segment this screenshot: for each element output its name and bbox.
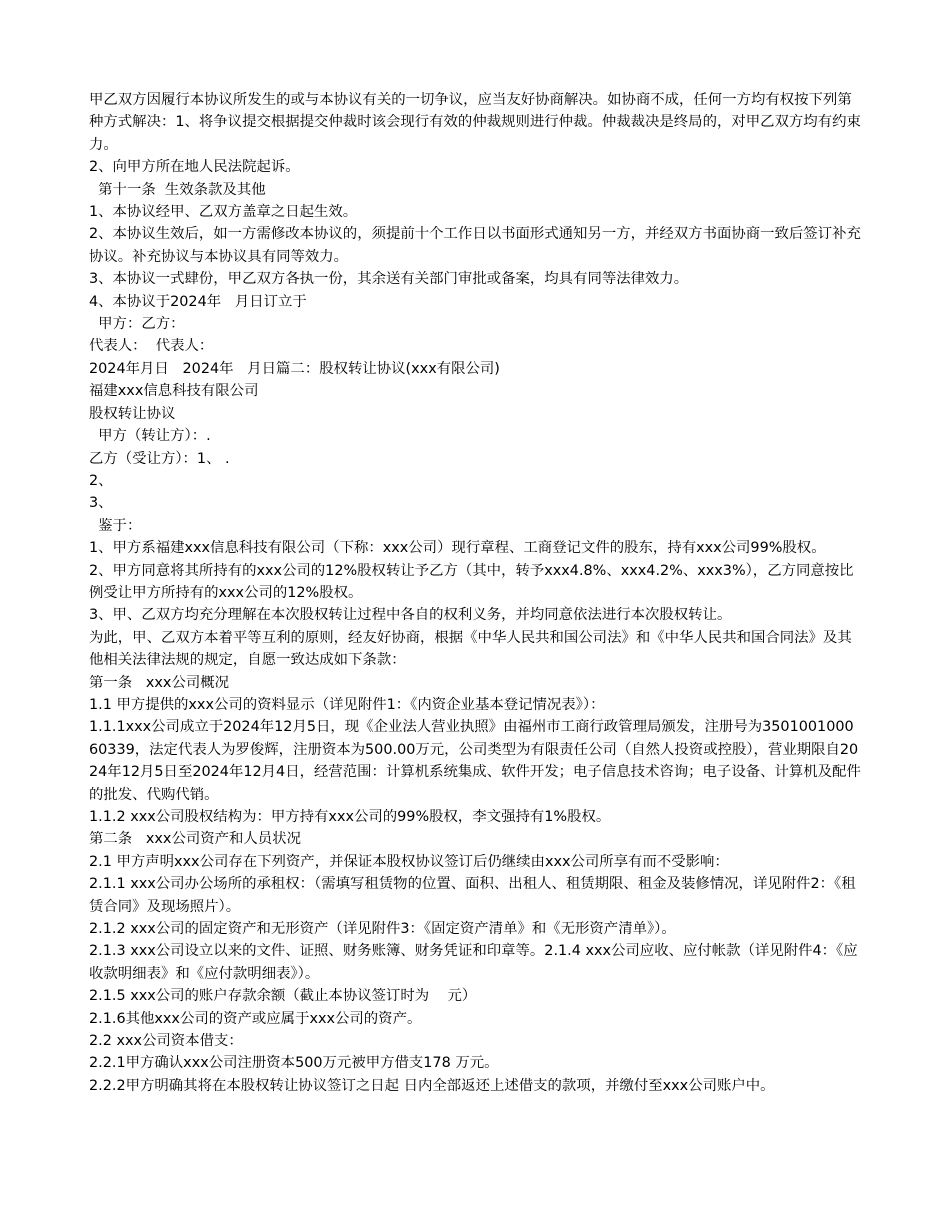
- paragraph-effective-clause-1: 1、本协议经甲、乙双方盖章之日起生效。: [89, 204, 358, 221]
- agreement-title: 股权转让协议: [89, 405, 176, 422]
- party-b-item-3: 3、: [89, 495, 113, 512]
- clause-2-1: 2.1 甲方声明xxx公司存在下列资产，并保证本股权协议签订后仍继续由xxx公司所享有而不受影响：: [89, 853, 729, 870]
- clause-1-1-2: 1.1.2 xxx公司股权结构为：甲方持有xxx公司的99%股权，李文强持有1%股权。: [89, 809, 611, 825]
- clause-2-2-2: 2.2.2甲方明确其将在本股权转让协议签订之日起 日内全部返还上述借支的款项，并缴付至xxx公司账户中。: [89, 1077, 775, 1094]
- clause-2-1-5: 2.1.5 xxx公司的账户存款余额（截止本协议签订时为 元）: [89, 988, 477, 1005]
- company-name: 福建xxx信息科技有限公司: [89, 383, 259, 400]
- party-b-item-2: 2、: [89, 472, 113, 489]
- clause-2-2: 2.2 xxx公司资本借支：: [89, 1033, 243, 1050]
- party-a-transferor: 甲方（转让方）：.: [89, 428, 211, 445]
- party-b-transferee: 乙方（受让方）：1、 .: [89, 450, 230, 467]
- article-2-heading: 第二条 xxx公司资产和人员状况: [89, 831, 301, 848]
- article-11-heading: 第十一条 生效条款及其他: [89, 181, 266, 198]
- recitals-heading: 鉴于：: [89, 517, 142, 534]
- paragraph-effective-clause-2: 2、本协议生效后，如一方需修改本协议的，须提前十个工作日以书面形式通知另一方，并经双方书面协商一致后签订补充协议。补充协议与本协议具有同等效力。: [89, 226, 861, 265]
- clause-2-1-3: 2.1.3 xxx公司设立以来的文件、证照、财务账簿、财务凭证和印章等。2.1.4 xxx公司应收、应付帐款（详见附件4：《应收款明细表》和《应付款明细表》）。: [89, 943, 858, 982]
- signature-dates-and-part-2-title: 2024年月日 2024年 月日篇二：股权转让协议(xxx有限公司): [89, 360, 500, 377]
- recital-1: 1、甲方系福建xxx信息科技有限公司（下称：xxx公司）现行章程、工商登记文件的股东，持有xxx公司99%股权。: [89, 540, 826, 557]
- article-1-heading: 第一条 xxx公司概况: [89, 674, 230, 691]
- clause-2-1-1: 2.1.1 xxx公司办公场所的承租权：（需填写租赁物的位置、面积、出租人、租赁期限、租金及装修情况，详见附件2：《租赁合同》及现场照片）。: [89, 876, 856, 915]
- paragraph-court-option: 2、向甲方所在地人民法院起诉。: [89, 159, 300, 176]
- document-body: [89, 89, 861, 1097]
- preamble: 为此，甲、乙双方本着平等互利的原则，经友好协商，根据《中华人民共和国公司法》和《中华人民共和国合同法》及其他相关法律法规的规定，自愿一致达成如下条款：: [89, 629, 852, 669]
- clause-1-1-1: 1.1.1xxx公司成立于2024年12月5日，现《企业法人营业执照》由福州市工商行政管理局颁发，注册号为350100100060339，法定代表人为罗俊辉，注册资本为500.00万元，公司类型为有限责任公司（自然人投资或控股），营业期限自2024年12月5日至2024年12月4日，经营范围：计算机系统集成、软件开发；电子信息技术咨询；电子设备、计算机及配件的批发、代购代销。: [89, 719, 861, 803]
- signature-parties: 甲方：乙方：: [89, 316, 185, 333]
- paragraph-dispute-resolution: 甲乙双方因履行本协议所发生的或与本协议有关的一切争议，应当友好协商解决。如协商不成，任何一方均有权按下列第种方式解决：1、将争议提交根据提交仲裁时该会现行有效的仲裁规则进行仲裁。仲裁裁决是终局的，对甲乙双方均有约束力。: [89, 92, 861, 153]
- paragraph-effective-clause-4: 4、本协议于2024年 月日订立于: [89, 293, 307, 310]
- signature-representatives: 代表人： 代表人：: [89, 338, 214, 355]
- recital-3: 3、甲、乙双方均充分理解在本次股权转让过程中各自的权利义务，并均同意依法进行本次股权转让。: [89, 607, 732, 624]
- paragraph-effective-clause-3: 3、本协议一式肆份，甲乙双方各执一份，其余送有关部门审批或备案，均具有同等法律效力。: [89, 271, 689, 288]
- clause-2-2-1: 2.2.1甲方确认xxx公司注册资本500万元被甲方借支178 万元。: [89, 1055, 499, 1072]
- clause-1-1: 1.1 甲方提供的xxx公司的资料显示（详见附件1：《内资企业基本登记情况表》）：: [89, 696, 605, 713]
- clause-2-1-6: 2.1.6其他xxx公司的资产或应属于xxx公司的资产。: [89, 1010, 422, 1027]
- clause-2-1-2: 2.1.2 xxx公司的固定资产和无形资产（详见附件3：《固定资产清单》和《无形资产清单》）。: [89, 921, 676, 938]
- recital-2: 2、甲方同意将其所持有的xxx公司的12%股权转让予乙方（其中，转予xxx4.8%、xxx4.2%、xxx3%），乙方同意按比例受让甲方所持有的xxx公司的12%股权。: [89, 562, 854, 601]
